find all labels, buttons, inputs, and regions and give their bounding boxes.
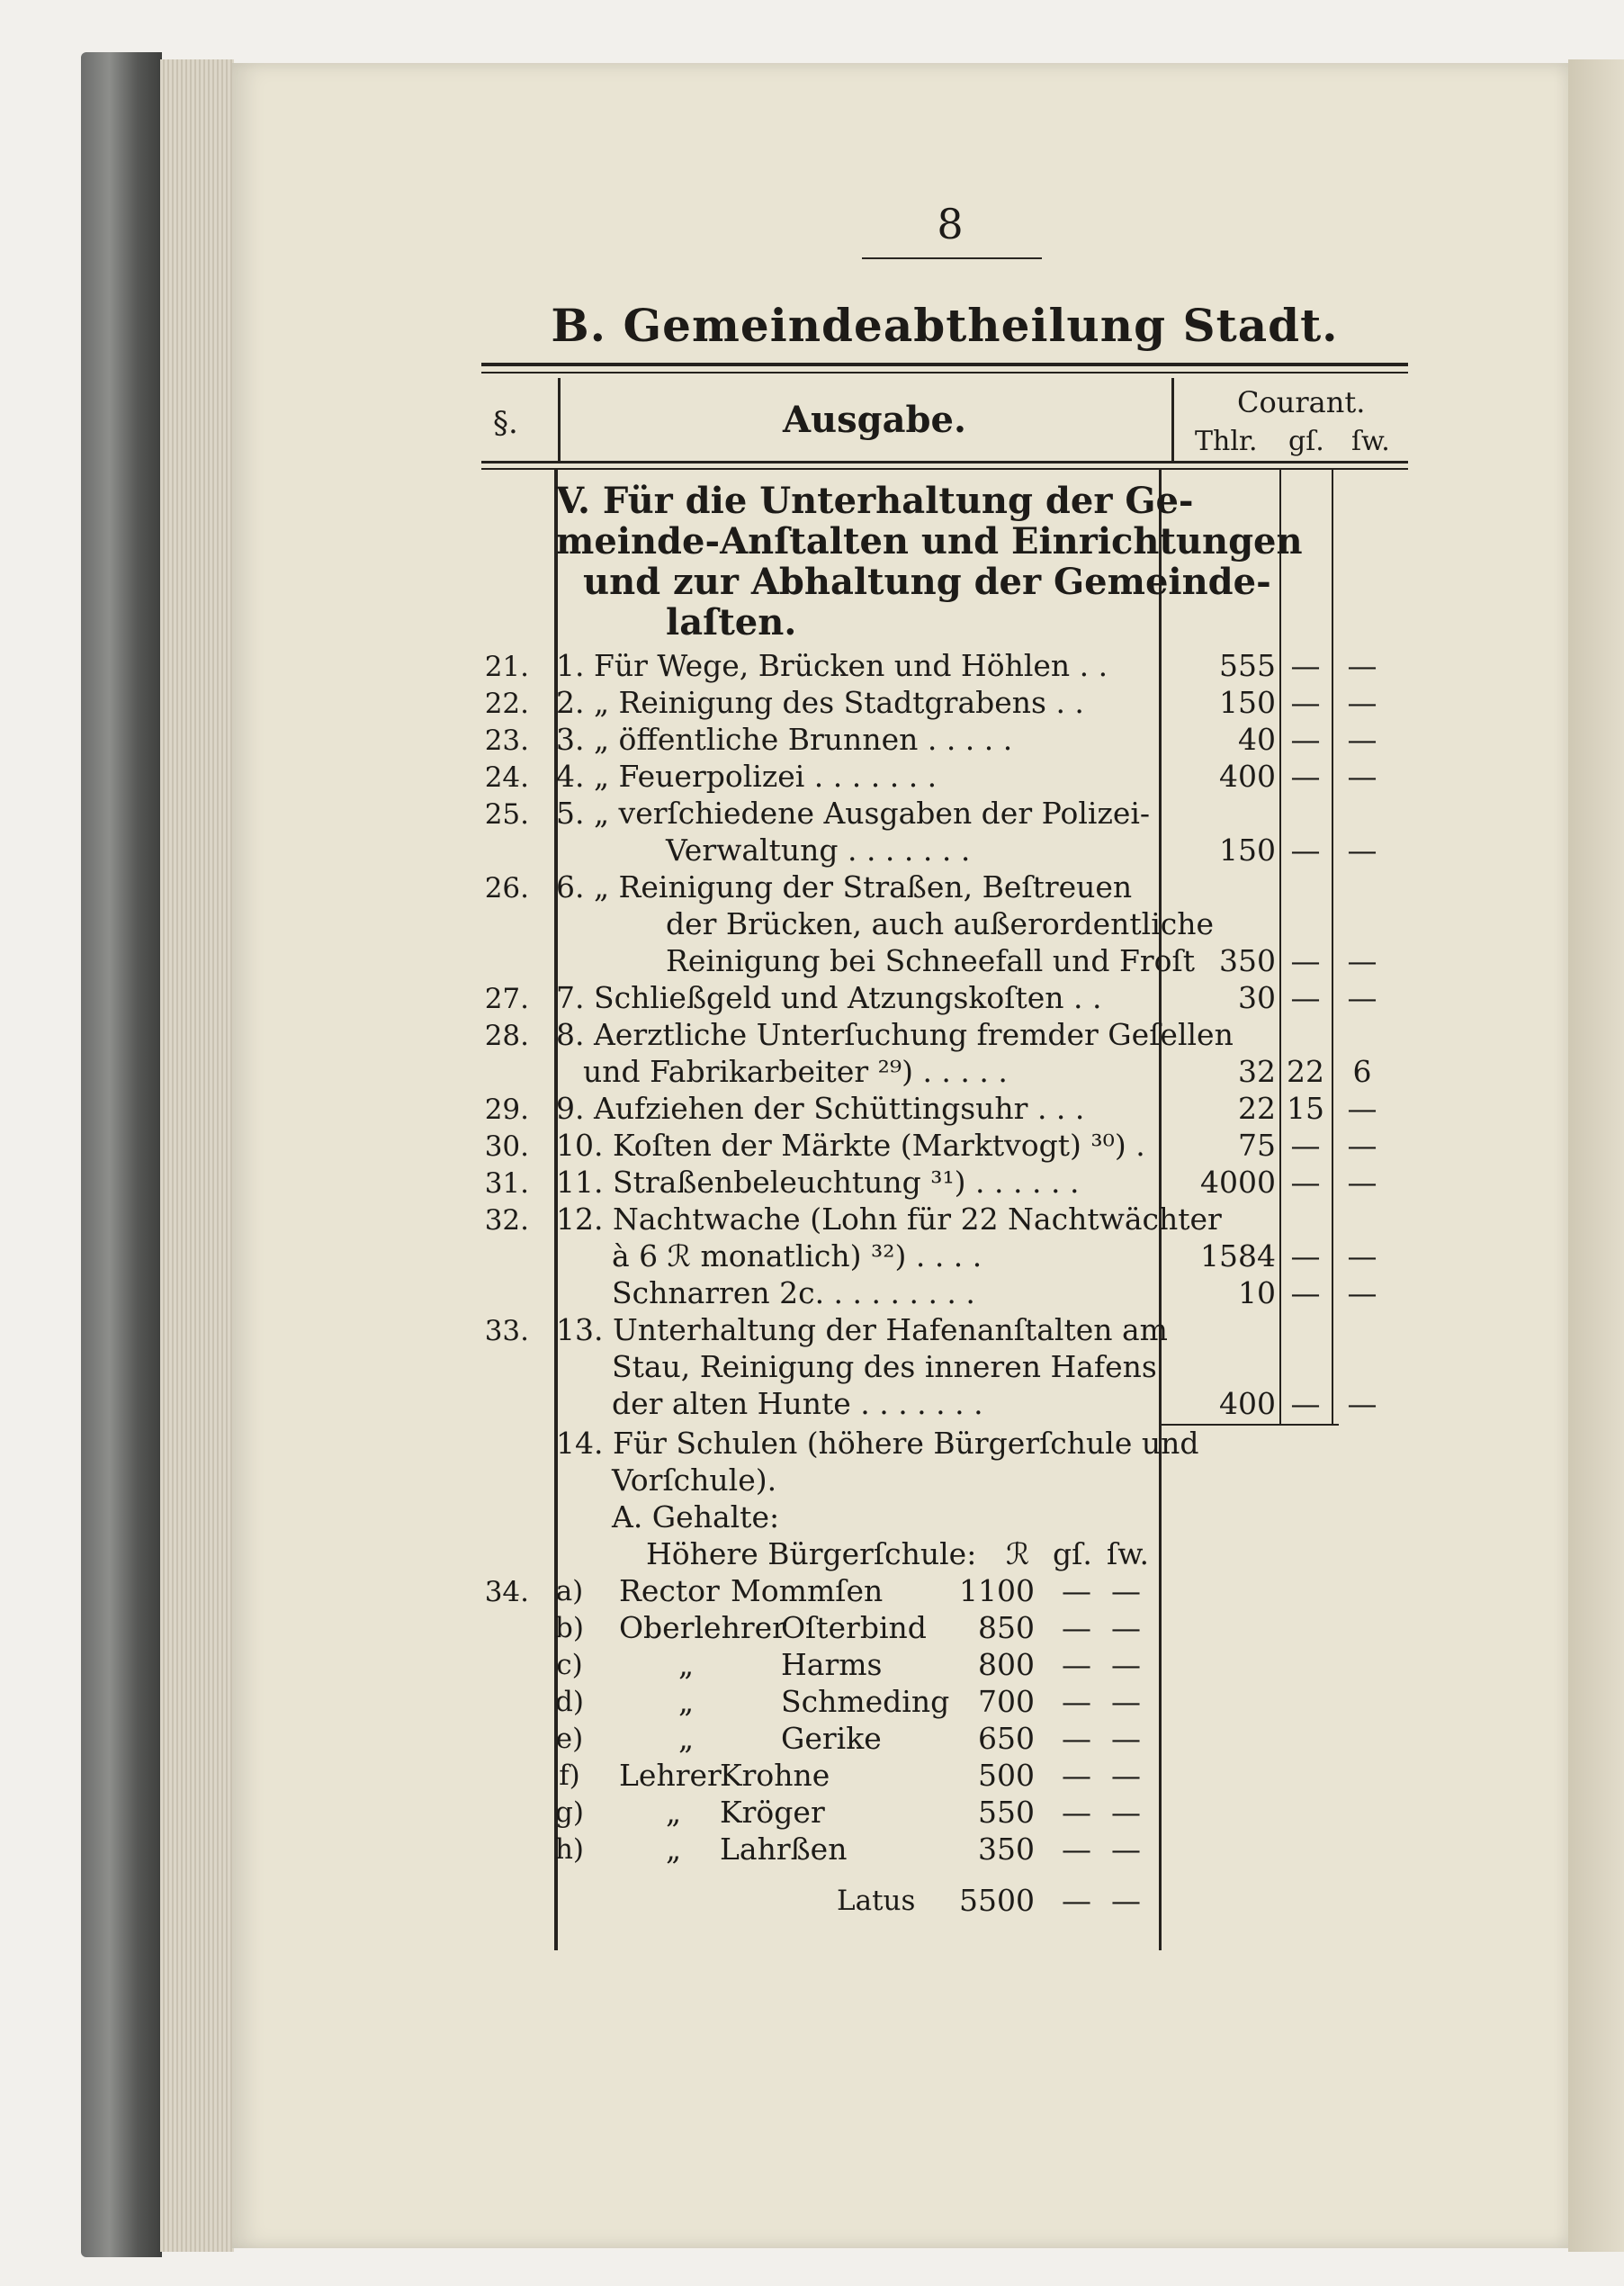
salary-e-sw: — <box>1111 1721 1141 1756</box>
salary-d-name: Schmeding <box>781 1684 950 1719</box>
row-22-thlr: 150 <box>1219 685 1276 720</box>
salary-g-sw: — <box>1111 1795 1141 1830</box>
table-top-rule <box>481 363 1408 366</box>
row-24-sw: — <box>1347 759 1377 794</box>
salary-a-role: Rector <box>619 1573 720 1608</box>
row-23-thlr: 40 <box>1238 722 1276 757</box>
row-22-section: 22. <box>484 688 529 720</box>
row-33-text-1: 13. Unterhaltung der Hafenanſtalten am <box>556 1312 1168 1347</box>
row-28-gs: 22 <box>1287 1054 1324 1089</box>
salary-e-amount: 650 <box>978 1721 1035 1756</box>
salary-b-gs: — <box>1062 1610 1091 1645</box>
salary-f-amount: 500 <box>978 1758 1035 1793</box>
salary-a-gs: — <box>1062 1573 1091 1608</box>
row-27-section: 27. <box>484 983 529 1015</box>
header-sw: ſw. <box>1351 426 1390 457</box>
table-top-rule-thin <box>481 372 1408 374</box>
row-26-section: 26. <box>484 872 529 904</box>
row-25-thlr: 150 <box>1219 832 1276 868</box>
salary-g-label: g) <box>555 1796 584 1829</box>
row-27-gs: — <box>1290 980 1321 1015</box>
column-rule-thlr <box>1279 470 1281 1424</box>
header-divider-left <box>558 378 561 463</box>
row-29-thlr: 22 <box>1238 1091 1276 1126</box>
salary-g-amount: 550 <box>978 1795 1035 1830</box>
row-21-gs: — <box>1290 648 1321 683</box>
row-33-gs: — <box>1290 1386 1321 1421</box>
salary-d-amount: 700 <box>978 1684 1035 1719</box>
row-31-thlr: 4000 <box>1200 1165 1276 1200</box>
row-27-thlr: 30 <box>1238 980 1276 1015</box>
page-edges <box>160 59 234 2252</box>
salary-e-name: Gerike <box>781 1721 882 1756</box>
salary-h-amount: 350 <box>978 1832 1035 1867</box>
salary-d-sw: — <box>1111 1684 1141 1719</box>
header-bottom-rule <box>481 461 1408 464</box>
salary-c-name: Harms <box>781 1647 883 1682</box>
salary-h-role: „ <box>666 1832 682 1867</box>
item-14-text-1: 14. Für Schulen (höhere Bürgerſchule und <box>556 1426 1199 1461</box>
salary-f-sw: — <box>1111 1758 1141 1793</box>
item-14-sub-a: A. Gehalte: <box>612 1499 780 1534</box>
row-26-thlr: 350 <box>1219 943 1276 978</box>
row-26-gs: — <box>1290 943 1321 978</box>
latus-gs: — <box>1062 1883 1091 1918</box>
book-cover <box>81 52 162 2257</box>
salary-f-label: f) <box>559 1760 580 1792</box>
salary-g-name: Kröger <box>720 1795 825 1830</box>
header-ausgabe: Ausgabe. <box>783 399 966 441</box>
page-title: B. Gemeindeabtheilung Stadt. <box>551 299 1339 352</box>
latus-label: Latus <box>837 1885 916 1917</box>
latus-amount: 5500 <box>959 1883 1035 1918</box>
row-31-gs: — <box>1290 1165 1321 1200</box>
header-gs: gſ. <box>1288 426 1324 457</box>
heading-line-4: laſten. <box>666 601 797 644</box>
row-schnarren-text: Schnarren 2c. . . . . . . . . <box>612 1275 975 1310</box>
next-page-edge <box>1568 59 1624 2252</box>
row-32-text-2: à 6 ℛ monatlich) ³²) . . . . <box>612 1238 982 1274</box>
column-rule-gs <box>1332 470 1333 1424</box>
row-30-gs: — <box>1290 1128 1321 1163</box>
latus-sw: — <box>1111 1883 1141 1918</box>
row-29-gs: 15 <box>1287 1091 1324 1126</box>
salary-h-name: Lahrßen <box>720 1832 848 1867</box>
row-27-text: 7. Schließgeld und Atzungskoſten . . <box>556 980 1102 1015</box>
salary-c-role: „ <box>678 1647 695 1682</box>
row-28-section: 28. <box>484 1020 529 1052</box>
row-32-thlr: 1584 <box>1200 1238 1276 1274</box>
page-number: 8 <box>937 200 964 248</box>
salary-a-amount: 1100 <box>959 1573 1035 1608</box>
row-28-sw: 6 <box>1352 1054 1372 1089</box>
header-bottom-rule-thin <box>481 468 1408 470</box>
item-14-col-thlr: ℛ <box>1006 1536 1030 1571</box>
row-32-section: 32. <box>484 1204 529 1237</box>
row-25-sw: — <box>1347 832 1377 868</box>
salary-h-sw: — <box>1111 1832 1141 1867</box>
salary-f-gs: — <box>1062 1758 1091 1793</box>
row-24-text: 4. „ Feuerpolizei . . . . . . . <box>556 759 938 794</box>
row-29-sw: — <box>1347 1091 1377 1126</box>
salary-g-gs: — <box>1062 1795 1091 1830</box>
row-26-text-1: 6. „ Reinigung der Straßen, Beſtreuen <box>556 869 1133 904</box>
row-33-thlr: 400 <box>1219 1386 1276 1421</box>
row-33-section: 33. <box>484 1315 529 1347</box>
row-24-gs: — <box>1290 759 1321 794</box>
salary-g-role: „ <box>666 1795 682 1830</box>
row-32-text-1: 12. Nachtwache (Lohn für 22 Nachtwächter <box>556 1202 1222 1237</box>
row-31-section: 31. <box>484 1167 529 1200</box>
row-29-section: 29. <box>484 1094 529 1126</box>
salary-a-sw: — <box>1111 1573 1141 1608</box>
page-number-rule <box>862 257 1042 259</box>
heading-line-1: V. Für die Unterhaltung der Ge- <box>556 480 1194 522</box>
row-32-sw: — <box>1347 1238 1377 1274</box>
row-26-text-3: Reinigung bei Schneefall und Froſt <box>666 943 1195 978</box>
row-21-section: 21. <box>484 651 529 683</box>
row-30-thlr: 75 <box>1238 1128 1276 1163</box>
row-22-text: 2. „ Reinigung des Stadtgrabens . . <box>556 685 1084 720</box>
header-divider-right <box>1171 378 1174 463</box>
row-33-sw: — <box>1347 1386 1377 1421</box>
row-23-sw: — <box>1347 722 1377 757</box>
salary-a-label: a) <box>555 1575 584 1607</box>
row-22-sw: — <box>1347 685 1377 720</box>
header-section-sign: §. <box>493 405 518 441</box>
row-21-sw: — <box>1347 648 1377 683</box>
row-30-sw: — <box>1347 1128 1377 1163</box>
salary-d-role: „ <box>678 1684 695 1719</box>
salary-h-label: h) <box>554 1833 585 1866</box>
heading-line-2: meinde-Anſtalten und Einrichtungen <box>556 520 1303 562</box>
item-14-col-sw: ſw. <box>1107 1536 1150 1571</box>
item-14-school: Höhere Bürgerſchule: <box>646 1536 977 1571</box>
salary-b-label: b) <box>555 1612 584 1644</box>
row-27-sw: — <box>1347 980 1377 1015</box>
row-31-sw: — <box>1347 1165 1377 1200</box>
row-28-thlr: 32 <box>1238 1054 1276 1089</box>
row-30-text: 10. Koſten der Märkte (Marktvogt) ³⁰) . <box>556 1128 1145 1163</box>
row-schnarren-sw: — <box>1347 1275 1377 1310</box>
salary-b-name: Oſterbind <box>781 1610 927 1645</box>
row-25-gs: — <box>1290 832 1321 868</box>
salary-a-name: Mommſen <box>731 1573 884 1608</box>
salary-e-label: e) <box>555 1723 584 1755</box>
salary-c-sw: — <box>1111 1647 1141 1682</box>
row-23-section: 23. <box>484 724 529 757</box>
row-24-thlr: 400 <box>1219 759 1276 794</box>
salary-d-gs: — <box>1062 1684 1091 1719</box>
row-schnarren-thlr: 10 <box>1238 1275 1276 1310</box>
row-25-text-2: Verwaltung . . . . . . . <box>666 832 971 868</box>
row-24-section: 24. <box>484 761 529 794</box>
row-33-text-2: Stau, Reinigung des inneren Hafens <box>612 1349 1157 1384</box>
salary-b-role: Oberlehrer <box>619 1610 786 1645</box>
row-26-sw: — <box>1347 943 1377 978</box>
row-34-section: 34. <box>484 1576 529 1608</box>
row-21-text: 1. Für Wege, Brücken und Höhlen . . <box>556 648 1108 683</box>
salary-d-label: d) <box>555 1686 584 1718</box>
header-thlr: Thlr. <box>1195 426 1258 457</box>
salary-b-amount: 850 <box>978 1610 1035 1645</box>
salary-e-gs: — <box>1062 1721 1091 1756</box>
salary-c-amount: 800 <box>978 1647 1035 1682</box>
row-28-text-1: 8. Aerztliche Unterſuchung fremder Geſellen <box>556 1017 1234 1052</box>
salary-f-name: Krohne <box>720 1758 830 1793</box>
item-14-text-2: Vorſchule). <box>612 1462 777 1498</box>
row-23-gs: — <box>1290 722 1321 757</box>
row-25-text-1: 5. „ verſchiedene Ausgaben der Polizei- <box>556 796 1151 831</box>
row-31-text: 11. Straßenbeleuchtung ³¹) . . . . . . <box>556 1165 1080 1200</box>
salary-b-sw: — <box>1111 1610 1141 1645</box>
row-22-gs: — <box>1290 685 1321 720</box>
salary-f-role: Lehrer <box>619 1758 722 1793</box>
header-courant: Courant. <box>1237 385 1366 419</box>
row-30-section: 30. <box>484 1130 529 1163</box>
salary-c-gs: — <box>1062 1647 1091 1682</box>
row-schnarren-gs: — <box>1290 1275 1321 1310</box>
row-32-gs: — <box>1290 1238 1321 1274</box>
row-33-text-3: der alten Hunte . . . . . . . <box>612 1386 983 1421</box>
salary-h-gs: — <box>1062 1832 1091 1867</box>
heading-line-3: und zur Abhaltung der Gemeinde- <box>583 561 1271 603</box>
salary-c-label: c) <box>556 1649 583 1681</box>
row-28-text-2: und Fabrikarbeiter ²⁹) . . . . . <box>583 1054 1008 1089</box>
row-25-section: 25. <box>484 798 529 831</box>
row-29-text: 9. Aufziehen der Schüttingsuhr . . . <box>556 1091 1085 1126</box>
row-23-text: 3. „ öffentliche Brunnen . . . . . <box>556 722 1013 757</box>
salary-e-role: „ <box>678 1721 695 1756</box>
row-21-thlr: 555 <box>1219 648 1276 683</box>
item-14-col-gs: gſ. <box>1053 1536 1092 1571</box>
row-26-text-2: der Brücken, auch außerordentliche <box>666 906 1215 941</box>
